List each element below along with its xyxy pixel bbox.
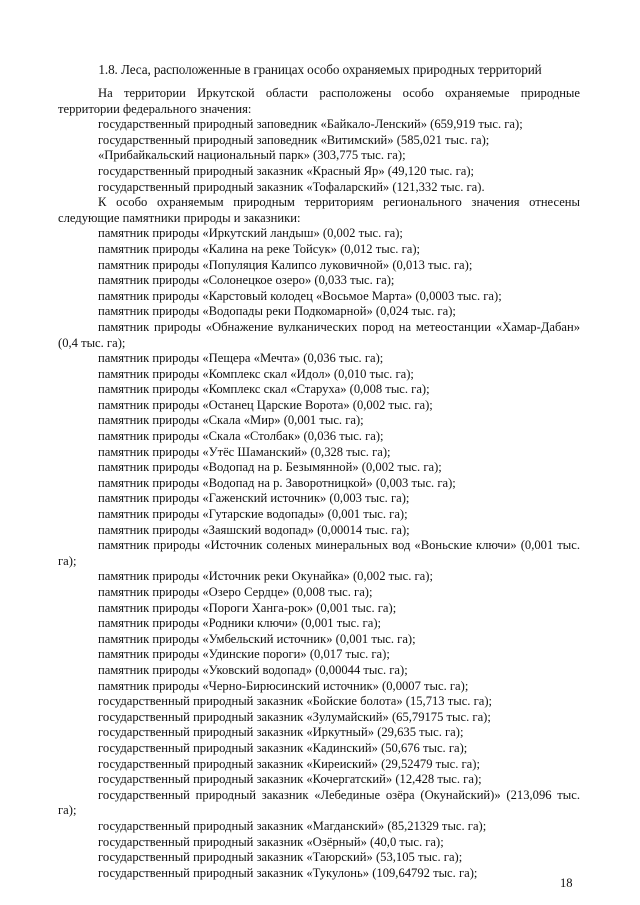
list-item: государственный природный заповедник «Витимский» (585,021 тыс. га);	[98, 132, 490, 147]
section-heading: 1.8. Леса, расположенные в границах особо охраняемых природных территорий	[98, 62, 542, 77]
list-item: памятник природы «Комплекс скал «Старуха» (0,008 тыс. га);	[98, 382, 430, 397]
regional-intro-paragraph: К особо охраняемым природным территориям регионального значения отнесены следующие памятники природы и заказники:	[58, 195, 580, 225]
list-item: памятник природы «Удинские пороги» (0,017 тыс. га);	[98, 647, 390, 662]
list-item: памятник природы «Источник соленых минеральных вод «Воньские ключи» (0,001 тыс. га);	[58, 538, 580, 568]
list-item: памятник природы «Пороги Ханга-рок» (0,001 тыс. га);	[98, 600, 397, 615]
page-number: 18	[560, 876, 573, 890]
list-item: памятник природы «Родники ключи» (0,001 тыс. га);	[98, 616, 382, 631]
list-item: государственный природный заказник «Магданский» (85,21329 тыс. га);	[98, 818, 487, 833]
list-item: памятник природы «Пещера «Мечта» (0,036 тыс. га);	[98, 351, 384, 366]
list-item: памятник природы «Заяшский водопад» (0,00014 тыс. га);	[98, 522, 410, 537]
list-item: памятник природы «Комплекс скал «Идол» (0,010 тыс. га);	[98, 366, 414, 381]
list-item: памятник природы «Утёс Шаманский» (0,328 тыс. га);	[98, 444, 391, 459]
federal-intro-paragraph: На территории Иркутской области расположены особо охраняемые природные территории федерального значения:	[58, 86, 580, 116]
federal-list	[58, 117, 580, 195]
list-item: памятник природы «Иркутский ландыш» (0,002 тыс. га);	[98, 226, 403, 241]
list-item: памятник природы «Умбельский источник» (0,001 тыс. га);	[98, 631, 416, 646]
list-item: памятник природы «Уковский водопад» (0,00044 тыс. га);	[98, 662, 408, 677]
list-item: государственный природный заказник «Тукулонь» (109,64792 тыс. га);	[98, 865, 478, 880]
list-item: памятник природы «Водопад на р. Заворотницкой» (0,003 тыс. га);	[98, 475, 456, 490]
regional-list	[58, 226, 580, 881]
list-item: государственный природный заказник «Кочергатский» (12,428 тыс. га);	[98, 772, 482, 787]
list-item: памятник природы «Популяция Калипсо луковичной» (0,013 тыс. га);	[98, 257, 473, 272]
list-item: государственный природный заказник «Озёрный» (40,0 тыс. га);	[98, 834, 444, 849]
list-item: памятник природы «Гутарские водопады» (0,001 тыс. га);	[98, 507, 408, 522]
list-item: государственный природный заказник «Киреиский» (29,52479 тыс. га);	[98, 756, 480, 771]
list-item: памятник природы «Источник реки Окунайка» (0,002 тыс. га);	[98, 569, 433, 584]
list-item: памятник природы «Озеро Сердце» (0,008 тыс. га);	[98, 585, 373, 599]
list-item: государственный природный заповедник «Байкало-Ленский» (659,919 тыс. га);	[98, 117, 523, 132]
list-item: государственный природный заказник «Иркутный» (29,635 тыс. га);	[98, 725, 464, 740]
list-item: государственный природный заказник «Таюрский» (53,105 тыс. га);	[98, 850, 463, 865]
list-item: памятник природы «Калина на реке Тойсук» (0,012 тыс. га);	[98, 241, 421, 256]
list-item: памятник природы «Черно-Бирюсинский источник» (0,0007 тыс. га);	[98, 678, 469, 693]
list-item: памятник природы «Скала «Мир» (0,001 тыс. га);	[98, 413, 364, 428]
list-item: государственный природный заказник «Бойские болота» (15,713 тыс. га);	[98, 694, 493, 709]
list-item: памятник природы «Солонецкое озеро» (0,033 тыс. га);	[98, 273, 395, 288]
list-item: государственный природный заказник «Тофаларский» (121,332 тыс. га).	[98, 179, 485, 194]
list-item: государственный природный заказник «Зулумайский» (65,79175 тыс. га);	[98, 709, 491, 724]
list-item: памятник природы «Карстовый колодец «Восьмое Марта» (0,0003 тыс. га);	[98, 288, 502, 303]
list-item: памятник природы «Водопады реки Подкомарной» (0,024 тыс. га);	[98, 304, 456, 319]
document-body	[58, 86, 580, 881]
list-item: памятник природы «Обнажение вулканических пород на метеостанции «Хамар-Дабан» (0,4 тыс. га);	[58, 319, 580, 350]
list-item: «Прибайкальский национальный парк» (303,775 тыс. га);	[98, 148, 406, 163]
list-item: государственный природный заказник «Лебединые озёра (Окунайский)» (213,096 тыс. га);	[58, 787, 580, 818]
list-item: государственный природный заказник «Кадинский» (50,676 тыс. га);	[98, 740, 468, 755]
list-item: памятник природы «Водопад на р. Безымянной» (0,002 тыс. га);	[98, 460, 442, 475]
list-item: государственный природный заказник «Красный Яр» (49,120 тыс. га);	[98, 163, 475, 178]
list-item: памятник природы «Скала «Столбак» (0,036 тыс. га);	[98, 429, 384, 444]
list-item: памятник природы «Останец Царские Ворота» (0,002 тыс. га);	[98, 397, 433, 412]
list-item: памятник природы «Гаженский источник» (0,003 тыс. га);	[98, 491, 410, 506]
